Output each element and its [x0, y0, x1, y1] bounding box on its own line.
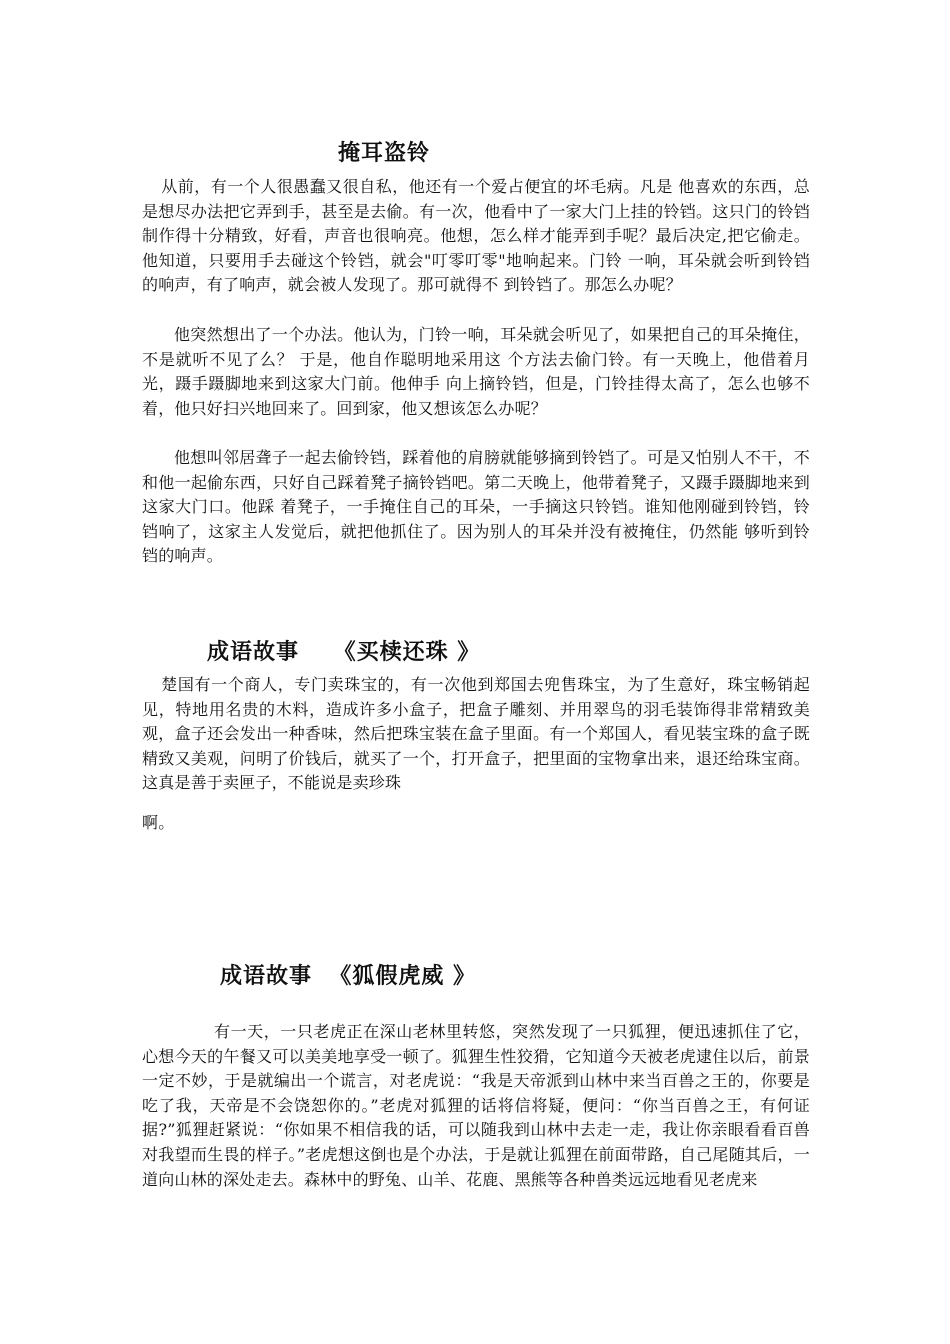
story-title-1: 掩耳盗铃	[338, 140, 431, 166]
story-title-3: 成语故事 《狐假虎威 》	[220, 963, 476, 989]
story-2-paragraph-1: 楚国有一个商人，专门卖珠宝的，有一次他到郑国去兜售珠宝，为了生意好，珠宝畅销起见，特地用名贵的木料，造成许多小盒子，把盒子雕刻、并用翠鸟的羽毛装饰得非常精致美观，盒子还会发出一种香味，然后把珠宝装在盒子里面。有一个郑国人，看见装宝珠的盒子既精致又美观，问明了价钱后，就买了一个，打开盒子，把里面的宝物拿出来，退还给珠宝商。这真是善于卖匣子，不能说是卖珍珠	[142, 675, 810, 793]
story-3-paragraph-1: 有一天，一只老虎正在深山老林里转悠，突然发现了一只狐狸，便迅速抓住了它，心想今天的午餐又可以美美地享受一顿了。狐狸生性狡猾，它知道今天被老虎逮住以后，前景一定不妙，于是就编出一个谎言，对老虎说：“我是天帝派到山林中来当百兽之王的，你要是吃了我，天帝是不会饶恕你的。”老虎对狐狸的话将信将疑，便问：“你当百兽之王，有何证据?”狐狸赶紧说：“你如果不相信我的话，可以随我到山林中去走一走，我让你亲眼看看百兽对我望而生畏的样子。”老虎想这倒也是个办法，于是就让狐狸在前面带路，自己尾随其后，一道向山林的深处走去。森林中的野兔、山羊、花鹿、黑熊等各种兽类远远地看见老虎来	[142, 1022, 810, 1189]
story-1-paragraph-1: 从前，有一个人很愚蠢又很自私，他还有一个爱占便宜的坏毛病。凡是 他喜欢的东西，总是想尽办法把它弄到手，甚至是去偷。有一次，他看中了一家大门上挂的铃铛。这只门的铃铛制作得十分精致，好看，声音也很响亮。他想，怎么样才能弄到手呢？最后决定,把它偷走。 他知道，只要用手去碰这个铃铛，就会"叮零叮零"地响起来。门铃 一响，耳朵就会听到铃铛的响声，有了响声，就会被人发现了。那可就得不 到铃铛了。那怎么办呢？	[142, 177, 810, 295]
story-2-paragraph-2: 啊。	[142, 813, 175, 832]
story-1-paragraph-2: 他突然想出了一个办法。他认为，门铃一响，耳朵就会听见了，如果把自己的耳朵掩住，不是就听不见了么？ 于是，他自作聪明地采用这 个方法去偷门铃。有一天晚上，他借着月光，蹑手蹑脚地来到这家大门前。他伸手 向上摘铃铛，但是，门铃挂得太高了，怎么也够不着，他只好扫兴地回来了。回到家，他又想该怎么办呢？	[142, 325, 810, 418]
story-title-2: 成语故事 《买椟还珠 》	[207, 639, 481, 665]
story-1-paragraph-3: 他想叫邻居聋子一起去偷铃铛，踩着他的肩膀就能够摘到铃铛了。可是又怕别人不干，不和他一起偷东西，只好自己踩着凳子摘铃铛吧。第二天晚上，他带着凳子，又蹑手蹑脚地来到这家大门口。他踩 着凳子，一手掩住自己的耳朵，一手摘这只铃铛。谁知他刚碰到铃铛，铃铛响了，这家主人发觉后，就把他抓住了。因为别人的耳朵并没有被掩住，仍然能 够听到铃铛的响声。	[142, 448, 810, 566]
